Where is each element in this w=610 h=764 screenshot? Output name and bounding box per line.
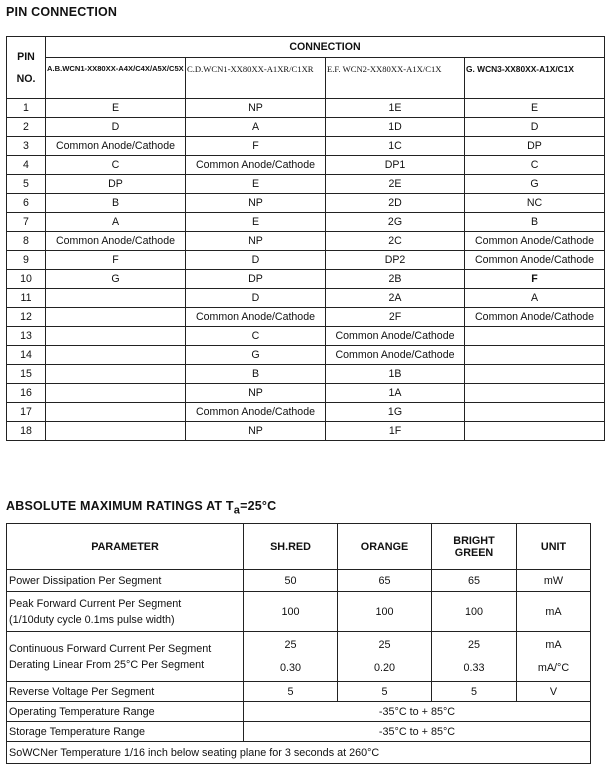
- pin-cell-c2: A: [186, 118, 326, 137]
- pin-cell-c2: D: [186, 289, 326, 308]
- pin-row: [7, 346, 605, 365]
- pin-cell-c4: [465, 327, 605, 346]
- continuous-shred-derating: 0.30: [279, 662, 301, 674]
- pin-cell-c1: E: [46, 99, 186, 118]
- pin-cell-c4: Common Anode/Cathode: [465, 251, 605, 270]
- pin-cell-c4: [465, 403, 605, 422]
- peak-shred: 100: [244, 592, 338, 632]
- pin-cell-c1: [46, 327, 186, 346]
- reverse-shred: 5: [244, 682, 338, 702]
- pin-row: [7, 194, 605, 213]
- power-green: 65: [432, 570, 517, 592]
- pin-cell-c2: Common Anode/Cathode: [186, 403, 326, 422]
- pin-row: [7, 99, 605, 118]
- pin-cell-c1: Common Anode/Cathode: [46, 137, 186, 156]
- pin-cell-c3: 1D: [326, 118, 465, 137]
- pin-cell-c4: B: [465, 213, 605, 232]
- operating-label: Operating Temperature Range: [7, 702, 244, 722]
- column-header-g: G. WCN3-XX80XX-A1X/C1X: [465, 58, 605, 99]
- reverse-green: 5: [432, 682, 517, 702]
- pin-row: [7, 156, 605, 175]
- continuous-label: [7, 632, 244, 682]
- pin-number: 16: [7, 384, 46, 403]
- pin-number: 11: [7, 289, 46, 308]
- pin-cell-c4: E: [465, 99, 605, 118]
- pin-number: 4: [7, 156, 46, 175]
- reverse-unit: V: [517, 682, 591, 702]
- pin-cell-c4: Common Anode/Cathode: [465, 232, 605, 251]
- pin-cell-c3: 1F: [326, 422, 465, 441]
- pin-connection-table: [6, 36, 605, 441]
- reverse-label: Reverse Voltage Per Segment: [7, 682, 244, 702]
- continuous-unit: [517, 632, 591, 682]
- pin-row: [7, 403, 605, 422]
- pin-cell-c3: 2B: [326, 270, 465, 289]
- peak-label-line-2: (1/10duty cycle 0.1ms pulse width): [9, 613, 175, 626]
- continuous-shred-current: 25: [284, 639, 297, 651]
- pin-cell-c4: DP: [465, 137, 605, 156]
- peak-green: 100: [432, 592, 517, 632]
- pin-cell-c1: [46, 308, 186, 327]
- pin-cell-c3: DP2: [326, 251, 465, 270]
- pin-header-line-1: PIN: [17, 50, 35, 63]
- storage-label: Storage Temperature Range: [7, 722, 244, 742]
- pin-cell-c1: G: [46, 270, 186, 289]
- pin-row: [7, 251, 605, 270]
- continuous-orange-current: 25: [378, 639, 391, 651]
- peak-orange: 100: [338, 592, 432, 632]
- pin-row: [7, 289, 605, 308]
- pin-row: [7, 327, 605, 346]
- bright-green-header-line-1: BRIGHT: [453, 534, 495, 547]
- pin-cell-c1: Common Anode/Cathode: [46, 232, 186, 251]
- pin-cell-c4: [465, 384, 605, 403]
- pin-number: 5: [7, 175, 46, 194]
- pin-cell-c1: B: [46, 194, 186, 213]
- pin-cell-c2: NP: [186, 422, 326, 441]
- pin-cell-c2: NP: [186, 384, 326, 403]
- peak-label-line-1: Peak Forward Current Per Segment: [9, 597, 182, 610]
- pin-number: 17: [7, 403, 46, 422]
- continuous-orange: [338, 632, 432, 682]
- pin-cell-c3: 2G: [326, 213, 465, 232]
- pin-cell-c3: 2D: [326, 194, 465, 213]
- pin-cell-c4: A: [465, 289, 605, 308]
- pin-cell-c4: G: [465, 175, 605, 194]
- pin-number: 18: [7, 422, 46, 441]
- pin-header-line-2: NO.: [16, 72, 36, 85]
- pin-cell-c2: NP: [186, 99, 326, 118]
- continuous-unit-derating: mA/°C: [537, 662, 570, 674]
- pin-cell-c4: C: [465, 156, 605, 175]
- ratings-table: [6, 523, 591, 764]
- pin-cell-c4: Common Anode/Cathode: [465, 308, 605, 327]
- column-header-cd: C.D.WCN1-XX80XX-A1XR/C1XR: [186, 58, 326, 99]
- pin-cell-c1: [46, 289, 186, 308]
- pin-cell-c2: C: [186, 327, 326, 346]
- pin-cell-c1: [46, 422, 186, 441]
- pin-cell-c2: F: [186, 137, 326, 156]
- continuous-label-line-2: Derating Linear From 25°C Per Segment: [9, 658, 205, 671]
- pin-row: [7, 384, 605, 403]
- pin-row: [7, 137, 605, 156]
- pin-cell-c1: [46, 346, 186, 365]
- continuous-label-line-1: Continuous Forward Current Per Segment: [9, 642, 212, 655]
- power-orange: 65: [338, 570, 432, 592]
- pin-row: [7, 118, 605, 137]
- continuous-unit-current: mA: [545, 639, 562, 651]
- pin-cell-c4: D: [465, 118, 605, 137]
- power-shred: 50: [244, 570, 338, 592]
- pin-cell-c3: 2F: [326, 308, 465, 327]
- shred-header: SH.RED: [244, 524, 338, 570]
- pin-cell-c2: NP: [186, 194, 326, 213]
- pin-cell-c1: [46, 365, 186, 384]
- ratings-title-sub: a: [233, 504, 241, 517]
- pin-number: 3: [7, 137, 46, 156]
- storage-value: -35°C to + 85°C: [244, 722, 591, 742]
- solder-temperature: SoWCNer Temperature 1/16 inch below seating plane for 3 seconds at 260°C: [7, 742, 591, 764]
- pin-cell-c1: F: [46, 251, 186, 270]
- reverse-orange: 5: [338, 682, 432, 702]
- pin-row: [7, 270, 605, 289]
- pin-number: 14: [7, 346, 46, 365]
- pin-cell-c3: 1A: [326, 384, 465, 403]
- pin-cell-c3: 1B: [326, 365, 465, 384]
- pin-row: [7, 365, 605, 384]
- pin-cell-c1: DP: [46, 175, 186, 194]
- pin-row: [7, 213, 605, 232]
- pin-number: 7: [7, 213, 46, 232]
- pin-cell-c3: 1C: [326, 137, 465, 156]
- pin-cell-c2: DP: [186, 270, 326, 289]
- pin-number: 10: [7, 270, 46, 289]
- pin-cell-c2: D: [186, 251, 326, 270]
- pin-cell-c4: NC: [465, 194, 605, 213]
- pin-row: [7, 308, 605, 327]
- pin-cell-c4: [465, 346, 605, 365]
- pin-number: 6: [7, 194, 46, 213]
- pin-cell-c2: E: [186, 213, 326, 232]
- continuous-green: [432, 632, 517, 682]
- pin-cell-c3: 2C: [326, 232, 465, 251]
- pin-cell-c1: [46, 403, 186, 422]
- pin-cell-c2: Common Anode/Cathode: [186, 156, 326, 175]
- pin-cell-c3: DP1: [326, 156, 465, 175]
- pin-number-header: [7, 37, 46, 99]
- pin-cell-c2: NP: [186, 232, 326, 251]
- pin-cell-c4: [465, 422, 605, 441]
- pin-cell-c3: Common Anode/Cathode: [326, 346, 465, 365]
- pin-cell-c1: D: [46, 118, 186, 137]
- pin-cell-c3: 2A: [326, 289, 465, 308]
- orange-header: ORANGE: [338, 524, 432, 570]
- pin-cell-c2: E: [186, 175, 326, 194]
- bright-green-header-line-2: GREEN: [454, 546, 494, 559]
- bright-green-header: [432, 524, 517, 570]
- pin-cell-c3: 2E: [326, 175, 465, 194]
- pin-number: 2: [7, 118, 46, 137]
- continuous-shred: [244, 632, 338, 682]
- pin-cell-c4: [465, 365, 605, 384]
- ratings-title-suffix: =25°C: [240, 499, 277, 513]
- pin-row: [7, 422, 605, 441]
- operating-value: -35°C to + 85°C: [244, 702, 591, 722]
- continuous-orange-derating: 0.20: [373, 662, 395, 674]
- pin-connection-title: PIN CONNECTION: [6, 5, 118, 19]
- pin-number: 15: [7, 365, 46, 384]
- pin-cell-c1: A: [46, 213, 186, 232]
- pin-row: [7, 232, 605, 251]
- column-header-ef: E.F. WCN2-XX80XX-A1X/C1X: [326, 58, 465, 99]
- pin-number: 8: [7, 232, 46, 251]
- parameter-header: PARAMETER: [7, 524, 244, 570]
- pin-cell-c1: [46, 384, 186, 403]
- pin-row: [7, 175, 605, 194]
- column-header-ab: A.B.WCN1-XX80XX-A4X/C4X/A5X/C5X: [46, 58, 186, 99]
- pin-cell-c2: Common Anode/Cathode: [186, 308, 326, 327]
- ratings-title-prefix: ABSOLUTE MAXIMUM RATINGS AT T: [6, 499, 234, 513]
- power-unit: mW: [517, 570, 591, 592]
- pin-cell-c3: 1G: [326, 403, 465, 422]
- connection-header: CONNECTION: [46, 37, 605, 58]
- continuous-green-current: 25: [467, 639, 480, 651]
- pin-cell-c3: Common Anode/Cathode: [326, 327, 465, 346]
- pin-number: 12: [7, 308, 46, 327]
- pin-cell-c2: G: [186, 346, 326, 365]
- peak-label: [7, 592, 244, 632]
- pin-cell-c4: F: [465, 270, 605, 289]
- pin-number: 9: [7, 251, 46, 270]
- unit-header: UNIT: [517, 524, 591, 570]
- pin-rows: [7, 99, 605, 441]
- ratings-title: [6, 499, 276, 517]
- pin-cell-c1: C: [46, 156, 186, 175]
- continuous-green-derating: 0.33: [463, 662, 485, 674]
- pin-cell-c2: B: [186, 365, 326, 384]
- pin-cell-c3: 1E: [326, 99, 465, 118]
- peak-unit: mA: [517, 592, 591, 632]
- pin-number: 13: [7, 327, 46, 346]
- power-label: Power Dissipation Per Segment: [7, 570, 244, 592]
- pin-number: 1: [7, 99, 46, 118]
